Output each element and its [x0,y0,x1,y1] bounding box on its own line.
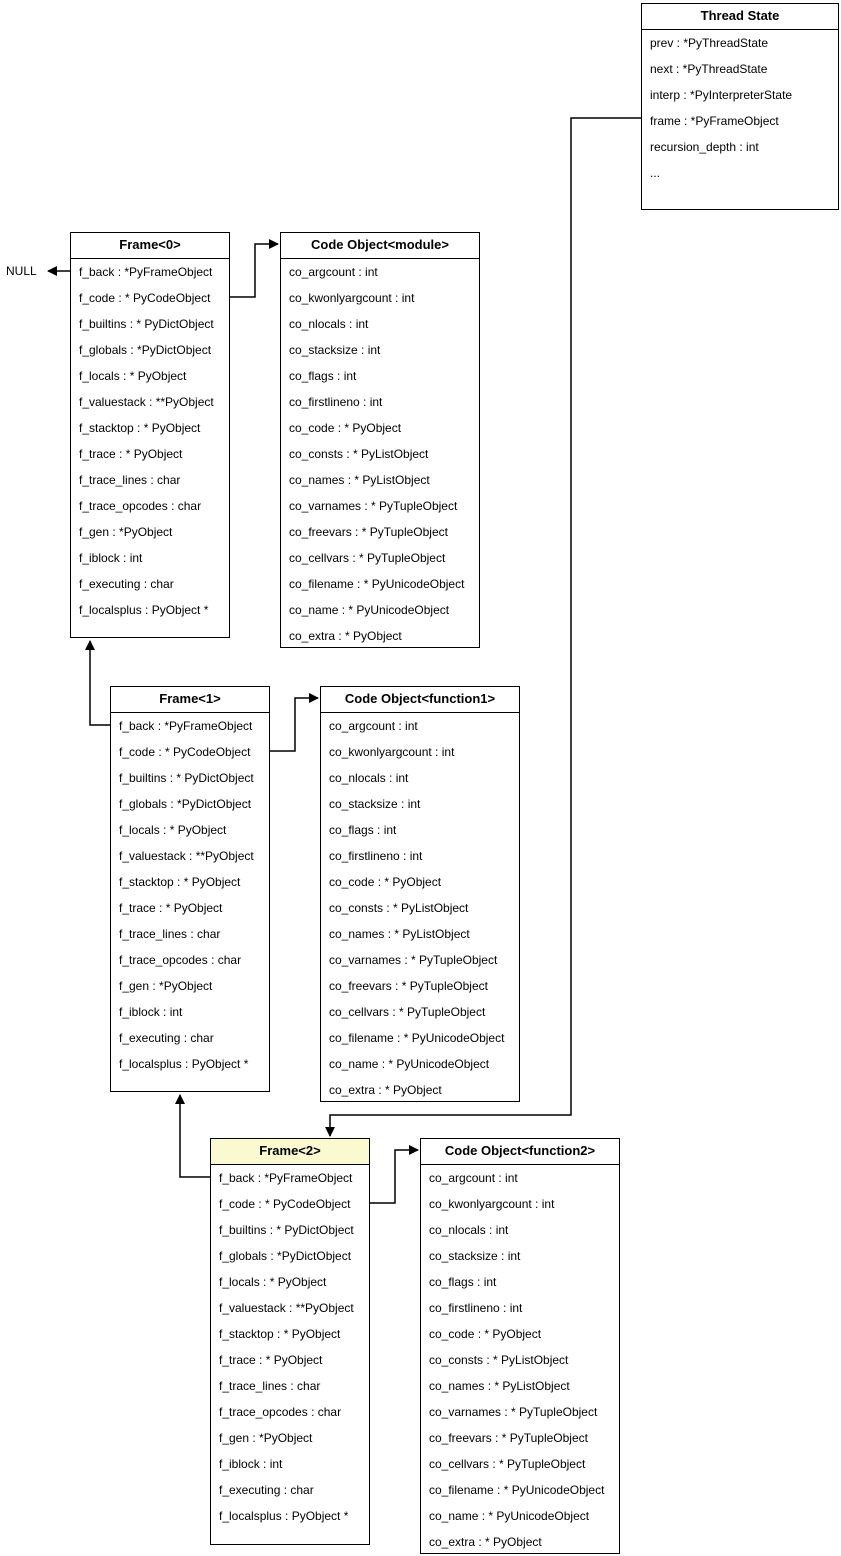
field-row: f_gen : *PyObject [219,1431,313,1445]
field-row: f_gen : *PyObject [119,979,213,993]
co-function2-box [420,1138,620,1554]
field-row: f_localsplus : PyObject * [119,1057,249,1071]
field-row: co_firstlineno : int [429,1301,523,1315]
field-row: f_valuestack : **PyObject [79,395,214,409]
field-row: co_varnames : * PyTupleObject [329,953,498,967]
field-row: f_localsplus : PyObject * [219,1509,349,1523]
field-row: f_back : *PyFrameObject [119,719,253,733]
co-function1-title: Code Object<function1> [321,687,519,713]
field-row: f_valuestack : **PyObject [219,1301,354,1315]
field-row: f_trace : * PyObject [79,447,183,461]
co-function2-title: Code Object<function2> [421,1139,619,1165]
frame0-box [70,232,230,638]
field-row: f_iblock : int [79,551,143,565]
field-row: f_globals : *PyDictObject [219,1249,352,1263]
frame2-title: Frame<2> [211,1139,369,1165]
field-row: co_kwonlyargcount : int [329,745,455,759]
field-row: co_stacksize : int [429,1249,521,1263]
field-row: f_executing : char [79,577,174,591]
frame1-title: Frame<1> [111,687,269,713]
thread-state-title: Thread State [642,4,838,30]
field-row: co_argcount : int [289,265,378,279]
frame1-fields [111,713,269,1077]
field-row: co_flags : int [289,369,357,383]
field-row: co_names : * PyListObject [429,1379,570,1393]
field-row: f_gen : *PyObject [79,525,173,539]
co-function1-box [320,686,520,1102]
frame2-fback-to-frame1-arrow [180,1095,210,1177]
field-row: co_freevars : * PyTupleObject [429,1431,588,1445]
frame1-fback-to-frame0-arrow [90,641,110,725]
field-row: f_locals : * PyObject [219,1275,327,1289]
field-row: f_locals : * PyObject [119,823,227,837]
field-row: ... [650,166,661,180]
frame0-fields [71,259,229,623]
field-row: co_firstlineno : int [289,395,383,409]
frame0-fcode-to-co-module-arrow [230,244,278,297]
field-row: co_argcount : int [429,1171,518,1185]
field-row: co_names : * PyListObject [329,927,470,941]
field-row: co_code : * PyObject [429,1327,542,1341]
frame2-box [210,1138,370,1545]
co-module-box [280,232,480,648]
field-row: co_varnames : * PyTupleObject [429,1405,598,1419]
field-row: co_names : * PyListObject [289,473,430,487]
field-row: recursion_depth : int [650,140,759,154]
field-row: co_flags : int [329,823,397,837]
field-row: co_name : * PyUnicodeObject [429,1509,590,1523]
field-row: f_code : * PyCodeObject [79,291,211,305]
field-row: co_code : * PyObject [329,875,442,889]
field-row: f_stacktop : * PyObject [119,875,241,889]
field-row: co_name : * PyUnicodeObject [329,1057,490,1071]
field-row: f_iblock : int [119,1005,183,1019]
field-row: f_back : *PyFrameObject [219,1171,353,1185]
thread-state-box [641,3,839,210]
field-row: f_executing : char [119,1031,214,1045]
field-row: frame : *PyFrameObject [650,114,779,128]
field-row: f_stacktop : * PyObject [219,1327,341,1341]
field-row: co_cellvars : * PyTupleObject [289,551,446,565]
field-row: co_stacksize : int [289,343,381,357]
field-row: f_trace_lines : char [219,1379,321,1393]
field-row: co_code : * PyObject [289,421,402,435]
field-row: f_builtins : * PyDictObject [79,317,214,331]
co-function1-fields [321,713,519,1103]
field-row: f_locals : * PyObject [79,369,187,383]
co-module-fields [281,259,479,649]
field-row: co_filename : * PyUnicodeObject [329,1031,505,1045]
field-row: f_globals : *PyDictObject [119,797,252,811]
field-row: f_code : * PyCodeObject [219,1197,351,1211]
field-row: f_trace_opcodes : char [219,1405,342,1419]
field-row: co_freevars : * PyTupleObject [329,979,488,993]
field-row: f_iblock : int [219,1457,283,1471]
field-row: co_consts : * PyListObject [329,901,469,915]
field-row: f_trace_lines : char [119,927,221,941]
field-row: f_localsplus : PyObject * [79,603,209,617]
thread-state-fields [642,30,838,186]
field-row: co_extra : * PyObject [429,1535,542,1549]
field-row: f_trace : * PyObject [119,901,223,915]
field-row: prev : *PyThreadState [650,36,769,50]
field-row: co_cellvars : * PyTupleObject [429,1457,586,1471]
field-row: co_kwonlyargcount : int [289,291,415,305]
field-row: f_trace_opcodes : char [119,953,242,967]
null-label: NULL [6,264,37,278]
field-row: f_builtins : * PyDictObject [119,771,254,785]
field-row: f_trace_opcodes : char [79,499,202,513]
field-row: f_globals : *PyDictObject [79,343,212,357]
field-row: co_name : * PyUnicodeObject [289,603,450,617]
frame2-fields [211,1165,369,1529]
field-row: next : *PyThreadState [650,62,768,76]
field-row: f_valuestack : **PyObject [119,849,254,863]
frame2-fcode-to-co-function2-arrow [370,1150,418,1203]
field-row: co_consts : * PyListObject [429,1353,569,1367]
field-row: f_code : * PyCodeObject [119,745,251,759]
field-row: co_consts : * PyListObject [289,447,429,461]
field-row: co_filename : * PyUnicodeObject [429,1483,605,1497]
field-row: co_flags : int [429,1275,497,1289]
co-module-title: Code Object<module> [281,233,479,259]
field-row: f_back : *PyFrameObject [79,265,213,279]
frame0-title: Frame<0> [71,233,229,259]
field-row: f_stacktop : * PyObject [79,421,201,435]
field-row: co_nlocals : int [289,317,369,331]
field-row: co_extra : * PyObject [329,1083,442,1097]
field-row: co_kwonlyargcount : int [429,1197,555,1211]
field-row: f_builtins : * PyDictObject [219,1223,354,1237]
field-row: co_extra : * PyObject [289,629,402,643]
field-row: co_nlocals : int [429,1223,509,1237]
field-row: f_executing : char [219,1483,314,1497]
field-row: interp : *PyInterpreterState [650,88,793,102]
co-function2-fields [421,1165,619,1555]
frame1-box [110,686,270,1092]
field-row: co_freevars : * PyTupleObject [289,525,448,539]
field-row: co_filename : * PyUnicodeObject [289,577,465,591]
frame1-fcode-to-co-function1-arrow [270,698,318,751]
field-row: co_varnames : * PyTupleObject [289,499,458,513]
field-row: co_firstlineno : int [329,849,423,863]
field-row: f_trace : * PyObject [219,1353,323,1367]
field-row: co_cellvars : * PyTupleObject [329,1005,486,1019]
field-row: co_stacksize : int [329,797,421,811]
field-row: f_trace_lines : char [79,473,181,487]
field-row: co_argcount : int [329,719,418,733]
field-row: co_nlocals : int [329,771,409,785]
